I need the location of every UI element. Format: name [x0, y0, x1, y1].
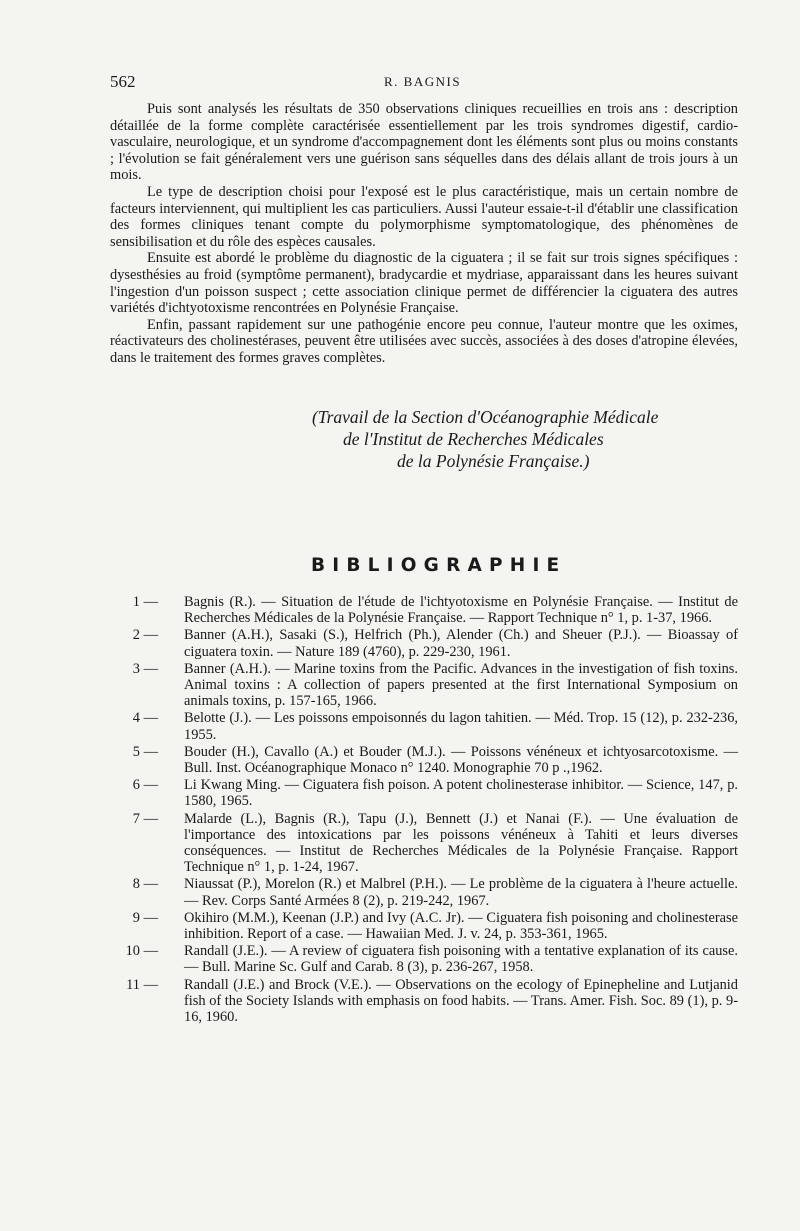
reference-text: Okihiro (M.M.), Keenan (J.P.) and Ivy (A.C. Jr). — Ciguatera fish poisoning and cholinesterase inhibition. Report of a case. — Hawaiian Med. J. v. 24, p. 353-361, 1965.: [184, 909, 738, 943]
reference-text: Banner (A.H.). — Marine toxins from the Pacific. Advances in the investigation of fish toxins. Animal toxins : A collection of papers presented at the first International Symposium on animals toxins, p. 157-165, 1966.: [184, 660, 738, 710]
reference-number: 11: [126, 976, 140, 993]
reference-text: Bouder (H.), Cavallo (A.) et Bouder (M.J.). — Poissons vénéneux et ichtyosarcotoxisme. — Bull. Inst. Océanographique Monaco n° 1240. Monographie 70 p .,1962.: [184, 743, 738, 777]
abstract-paragraph: Le type de description choisi pour l'exposé est le plus caractéristique, mais un certain nombre de facteurs interviennent, qui multiplient les cas particuliers. Aussi l'auteur essaie-t-il d'établir une classification des formes cliniques tenant compte du polymorphisme symptomatologique, des phénomènes de sensibilisation et du rôle des espèces causales.: [110, 183, 738, 250]
reference-entry: 6 — Li Kwang Ming. — Ciguatera fish poison. A potent cholinesterase inhibitor. — Science, 147, p. 1580, 1965.: [110, 777, 738, 809]
reference-number: 8: [132, 876, 140, 893]
reference-text: Banner (A.H.), Sasaki (S.), Helfrich (Ph.), Alender (Ch.) and Sheuer (P.J.). — Bioassay of ciguatera toxin. — Nature 189 (4760), p. 229-230, 1961.: [184, 627, 738, 660]
reference-entry: 1 — Bagnis (R.). — Situation de l'étude de l'ichtyotoxisme en Polynésie Française. — Institut de Recherches Médicales de la Polynésie Française. — Rapport Technique n° 1, p. 1-37, 1966.: [110, 594, 738, 626]
abstract-paragraph: Puis sont analysés les résultats de 350 observations cliniques recueillies en trois ans : description détaillée de la forme complète caractérisée essentiellement par les trois syndromes digestif, cardio-vasculaire, neurologique, et un syndrome d'accompagnement dont les éléments sont plus ou moins constants ; l'évolution se fait généralement vers une guérison sans séquelles dans des délais allant de trois jours à un mois.: [110, 101, 738, 184]
institution-credit: [312, 406, 742, 472]
reference-entry: 4 — Belotte (J.). — Les poissons empoisonnés du lagon tahitien. — Méd. Trop. 15 (12), p. 232-236, 1955.: [110, 710, 738, 742]
reference-entry: 7 — Malarde (L.), Bagnis (R.), Tapu (J.), Bennett (J.) et Nanai (F.). — Une évaluation de l'importance des intoxications par les poissons vénéneux à Tahiti et leurs diverses conséquences. — Institut de Recherches Médicales de la Polynésie Française. Rapport Technique n° 1, p. 1-24, 1967.: [110, 811, 738, 876]
reference-number: 10: [125, 943, 140, 960]
reference-entry: 5 — Bouder (H.), Cavallo (A.) et Bouder (M.J.). — Poissons vénéneux et ichtyosarcotoxisme. — Bull. Inst. Océanographique Monaco n° 1240. Monographie 70 p .,1962.: [110, 744, 738, 776]
reference-entry: 11 — Randall (J.E.) and Brock (V.E.). — Observations on the ecology of Epinepheline and Lutjanid fish of the Society Islands with emphasis on food habits. — Trans. Amer. Fish. Soc. 89 (1), p. 9-16, 1960.: [110, 977, 738, 1026]
reference-number: 2: [132, 627, 140, 644]
reference-entry: 2 — Banner (A.H.), Sasaki (S.), Helfrich (Ph.), Alender (Ch.) and Sheuer (P.J.). — Bioassay of ciguatera toxin. — Nature 189 (4760), p. 229-230, 1961.: [110, 627, 738, 659]
reference-text: Belotte (J.). — Les poissons empoisonnés du lagon tahitien. — Méd. Trop. 15 (12), p. 232-236, 1955.: [184, 710, 738, 743]
reference-number: 3: [132, 660, 140, 677]
abstract: [110, 101, 738, 367]
abstract-paragraph: Enfin, passant rapidement sur une pathogénie encore peu connue, l'auteur montre que les oximes, réactivateurs des cholinestérases, peuvent être utilisées avec succès, associées à des doses d'atropine élevées, dans le traitement des formes graves complètes.: [110, 316, 738, 366]
reference-text: Randall (J.E.) and Brock (V.E.). — Observations on the ecology of Epinepheline and Lutjanid fish of the Society Islands with emphasis on food habits. — Trans. Amer. Fish. Soc. 89 (1), p. 9-16, 1960.: [184, 976, 738, 1026]
credit-line: de la Polynésie Française.): [397, 451, 590, 471]
credit-line: (Travail de la Section d'Océanographie Médicale: [312, 407, 659, 427]
bibliography-title: BIBLIOGRAPHIE: [311, 555, 567, 576]
reference-entry: 9 — Okihiro (M.M.), Keenan (J.P.) and Ivy (A.C. Jr). — Ciguatera fish poisoning and cholinesterase inhibition. Report of a case. — Hawaiian Med. J. v. 24, p. 353-361, 1965.: [110, 910, 738, 942]
page-number: 562: [110, 72, 136, 91]
reference-number: 4: [132, 710, 140, 727]
reference-number: 5: [132, 743, 140, 760]
reference-entry: 8 — Niaussat (P.), Morelon (R.) et Malbrel (P.H.). — Le problème de la ciguatera à l'heure actuelle. — Rev. Corps Santé Armées 8 (2), p. 219-242, 1967.: [110, 876, 738, 908]
reference-number: 1: [132, 594, 140, 610]
credit-line: de l'Institut de Recherches Médicales: [343, 429, 604, 449]
reference-number: 7: [132, 810, 140, 827]
reference-text: Randall (J.E.). — A review of ciguatera fish poisoning with a tentative explanation of its cause. — Bull. Marine Sc. Gulf and Carab. 8 (3), p. 236-267, 1958.: [184, 943, 738, 976]
reference-text: Bagnis (R.). — Situation de l'étude de l'ichtyotoxisme en Polynésie Française. — Institut de Recherches Médicales de la Polynésie Française. — Rapport Technique n° 1, p. 1-37, 1966.: [184, 594, 738, 627]
running-head: R. BAGNIS: [384, 74, 462, 89]
reference-text: Malarde (L.), Bagnis (R.), Tapu (J.), Bennett (J.) et Nanai (F.). — Une évaluation de l'importance des intoxications par les poissons vénéneux à Tahiti et leurs diverses conséquences. — Institut de Recherches Médicales de la Polynésie Française. Rapport Technique n° 1, p. 1-24, 1967.: [184, 810, 738, 876]
reference-number: 9: [132, 909, 140, 926]
reference-entry: 3 — Banner (A.H.). — Marine toxins from the Pacific. Advances in the investigation of fish toxins. Animal toxins : A collection of papers presented at the first International Symposium on animals toxins, p. 157-165, 1966.: [110, 661, 738, 710]
reference-entry: 10 — Randall (J.E.). — A review of ciguatera fish poisoning with a tentative explanation of its cause. — Bull. Marine Sc. Gulf and Carab. 8 (3), p. 236-267, 1958.: [110, 943, 738, 975]
reference-text: Li Kwang Ming. — Ciguatera fish poison. A potent cholinesterase inhibitor. — Science, 147, p. 1580, 1965.: [184, 777, 738, 810]
reference-number: 6: [132, 777, 140, 794]
bibliography-list: [110, 594, 738, 1026]
abstract-paragraph: Ensuite est abordé le problème du diagnostic de la ciguatera ; il se fait sur trois signes spécifiques : dysesthésies au froid (symptôme permanent), bradycardie et mydriase, apparaissant dans les heures suivant l'ingestion d'un poisson suspect ; cette association clinique permet de différencier la ciguatera des autres variétés d'ichtyotoxisme rencontrées en Polynésie Française.: [110, 250, 738, 317]
reference-text: Niaussat (P.), Morelon (R.) et Malbrel (P.H.). — Le problème de la ciguatera à l'heure actuelle. — Rev. Corps Santé Armées 8 (2), p. 219-242, 1967.: [184, 876, 738, 909]
